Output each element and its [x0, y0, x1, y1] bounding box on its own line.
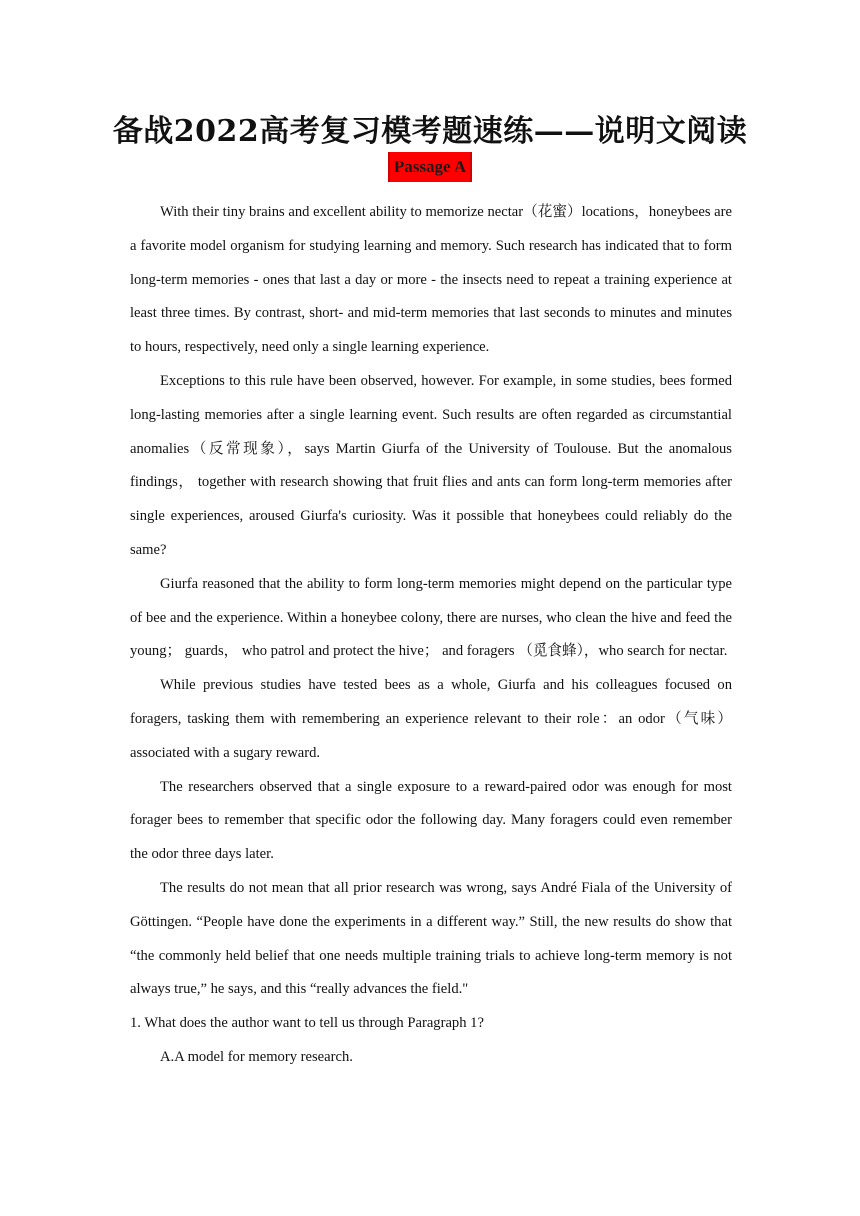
passage-label-wrap: [0, 152, 860, 182]
paragraph-3: Giurfa reasoned that the ability to form long-term memories might depend on the particular type of bee and the experience. Within a honeybee colony, there are nurses, who clean the hive and feed the young； guards， who patrol and protect the hive； and foragers （觅食蜂），who search for nectar.: [130, 575, 732, 660]
question-1: 1. What does the author want to tell us through Paragraph 1?: [130, 1015, 484, 1032]
passage-label: Passage A: [388, 152, 472, 182]
paragraph-2: Exceptions to this rule have been observed, however. For example, in some studies, bees formed long-lasting memories after a single learning event. Such results are often regarded as circumstantial anomalies（反常现象），says Martin Giurfa of the University of Toulouse. But the anomalous findings， together with research showing that fruit flies and ants can form long-term memories after single experiences, aroused Giurfa's curiosity. Was it possible that honeybees could reliably do the same?: [130, 372, 732, 558]
paragraph-4: While previous studies have tested bees as a whole, Giurfa and his colleagues focused on foragers, tasking them with remembering an experience relevant to their role：an odor（气味）associated with a sugary reward.: [130, 677, 732, 761]
question-1-option-a: A.A model for memory research.: [160, 1048, 353, 1065]
page-title: 备战2022高考复习模考题速练——说明文阅读: [112, 114, 748, 149]
paragraph-1: With their tiny brains and excellent ability to memorize nectar（花蜜）locations，honeybees are a favorite model organism for studying learning and memory. Such research has indicated that to form long-term memories - ones that last a day or more - the insects need to repeat a training experience at least three times. By contrast, short- and mid-term memories that last seconds to minutes and minutes to hours, respectively, need only a single learning experience.: [130, 204, 732, 356]
paragraph-5: The researchers observed that a single exposure to a reward-paired odor was enough for most forager bees to remember that specific odor the following day. Many foragers could even remember the odor three days later.: [130, 778, 732, 863]
passage-body: [130, 196, 732, 1075]
paragraph-6: The results do not mean that all prior research was wrong, says André Fiala of the University of Göttingen. “People have done the experiments in a different way.” Still, the new results do show that “the commonly held belief that one needs multiple training trials to achieve long-term memory is not always true,” he says, and this “really advances the field.": [130, 879, 732, 998]
